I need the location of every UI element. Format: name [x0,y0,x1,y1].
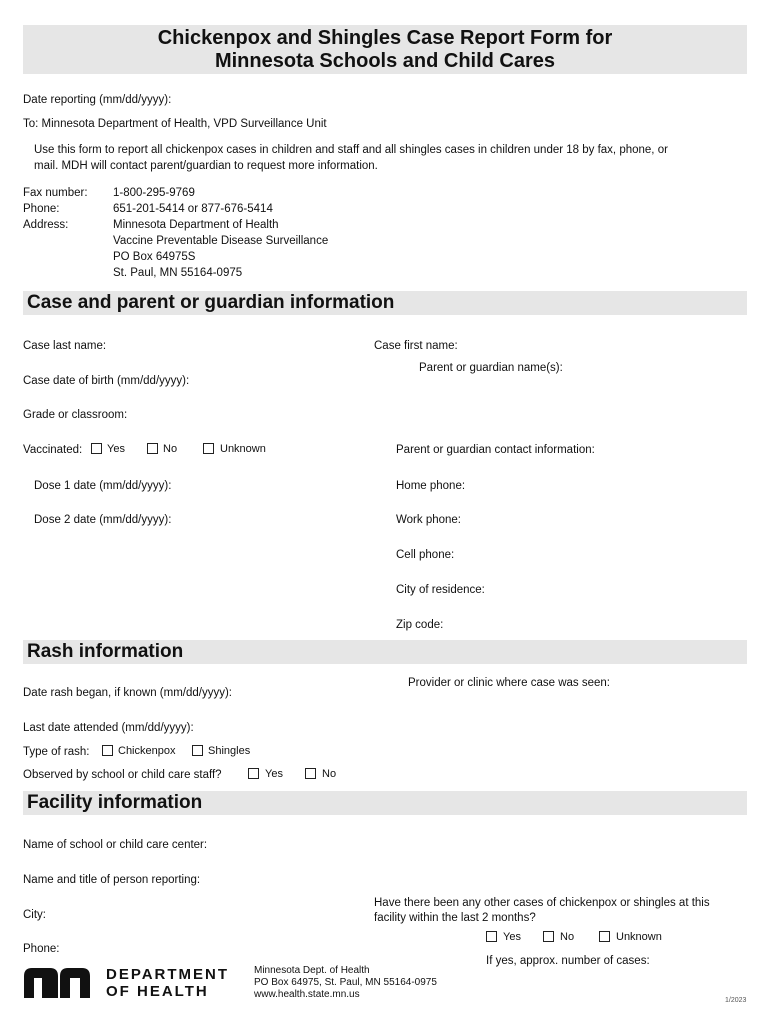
address-line: St. Paul, MN 55164-0975 [113,267,243,279]
vaccinated-label: Vaccinated: [23,444,83,456]
last-date-attended-label[interactable]: Last date attended (mm/dd/yyyy): [23,722,194,734]
footer-website[interactable]: www.health.state.mn.us [254,989,360,1000]
observed-yes-label: Yes [265,768,283,780]
dose2-label[interactable]: Dose 2 date (mm/dd/yyyy): [34,514,172,526]
version-date: 1/2023 [725,997,747,1004]
facility-phone-label[interactable]: Phone: [23,943,60,955]
work-phone-label[interactable]: Work phone: [396,514,461,526]
footer-address-line-2: PO Box 64975, St. Paul, MN 55164-0975 [254,977,437,988]
rash-section-title: Rash information [27,641,184,662]
facility-section-title: Facility information [27,792,203,813]
phone-value: 651-201-5414 or 877-676-5414 [113,203,273,215]
school-name-label[interactable]: Name of school or child care center: [23,839,208,851]
chickenpox-label: Chickenpox [118,745,176,757]
date-reporting-label: Date reporting (mm/dd/yyyy): [23,94,172,106]
observed-no-checkbox[interactable] [305,768,316,779]
vaccinated-yes-checkbox[interactable] [91,443,102,454]
phone-label: Phone: [23,203,60,215]
other-cases-question-line-1: Have there been any other cases of chickenpox or shingles at this [374,897,710,909]
rash-date-began-label[interactable]: Date rash began, if known (mm/dd/yyyy): [23,687,232,699]
fax-label: Fax number: [23,187,88,199]
vaccinated-no-checkbox[interactable] [147,443,158,454]
other-cases-unknown-label: Unknown [616,931,662,943]
case-dob-label[interactable]: Case date of birth (mm/dd/yyyy): [23,375,190,387]
observed-yes-checkbox[interactable] [248,768,259,779]
zip-code-label[interactable]: Zip code: [396,619,444,631]
other-cases-question-line-2: facility within the last 2 months? [374,912,536,924]
home-phone-label[interactable]: Home phone: [396,480,466,492]
parent-name-label[interactable]: Parent or guardian name(s): [419,362,563,374]
address-label: Address: [23,219,69,231]
facility-city-label[interactable]: City: [23,909,46,921]
vaccinated-no-label: No [163,443,178,455]
case-section-title: Case and parent or guardian information [27,292,395,313]
shingles-checkbox[interactable] [192,745,203,756]
person-reporting-label[interactable]: Name and title of person reporting: [23,874,201,886]
vaccinated-unknown-label: Unknown [220,443,266,455]
logo-of-health-text: OF HEALTH [106,983,209,1000]
address-line: Vaccine Preventable Disease Surveillance [113,235,329,247]
provider-label[interactable]: Provider or clinic where case was seen: [408,677,610,689]
instructions-line-2: mail. MDH will contact parent/guardian to request more information. [34,160,378,172]
other-cases-yes-checkbox[interactable] [486,931,497,942]
city-of-residence-label[interactable]: City of residence: [396,584,485,596]
mn-logo-icon [24,968,98,998]
vaccinated-yes-label: Yes [107,443,125,455]
chickenpox-checkbox[interactable] [102,745,113,756]
approx-cases-label[interactable]: If yes, approx. number of cases: [486,955,650,967]
rash-section-header [23,640,747,664]
other-cases-unknown-checkbox[interactable] [599,931,610,942]
dose1-label[interactable]: Dose 1 date (mm/dd/yyyy): [34,480,172,492]
address-line: PO Box 64975S [113,251,196,263]
address-line: Minnesota Department of Health [113,219,279,231]
fax-value: 1-800-295-9769 [113,187,195,199]
instructions-line-1: Use this form to report all chickenpox cases in children and staff and all shingles cases in children under 18 by fax, phone, or [34,144,668,156]
grade-label[interactable]: Grade or classroom: [23,409,128,421]
vaccinated-unknown-checkbox[interactable] [203,443,214,454]
logo-department-text: DEPARTMENT [106,966,230,983]
other-cases-no-checkbox[interactable] [543,931,554,942]
facility-section-header [23,791,747,815]
rash-type-label: Type of rash: [23,746,90,758]
cell-phone-label[interactable]: Cell phone: [396,549,455,561]
form-title-line-1: Chickenpox and Shingles Case Report Form for [157,27,613,49]
case-last-name-label[interactable]: Case last name: [23,340,107,352]
case-section-header [23,291,747,315]
shingles-label: Shingles [208,745,251,757]
parent-contact-label: Parent or guardian contact information: [396,444,595,456]
form-title-line-2: Minnesota Schools and Child Cares [214,50,556,72]
other-cases-no-label: No [560,931,575,943]
footer-address-line-1: Minnesota Dept. of Health [254,965,370,976]
other-cases-yes-label: Yes [503,931,521,943]
to-line: To: Minnesota Department of Health, VPD Surveillance Unit [23,118,327,130]
observed-label: Observed by school or child care staff? [23,769,222,781]
observed-no-label: No [322,768,337,780]
case-first-name-label[interactable]: Case first name: [374,340,458,352]
